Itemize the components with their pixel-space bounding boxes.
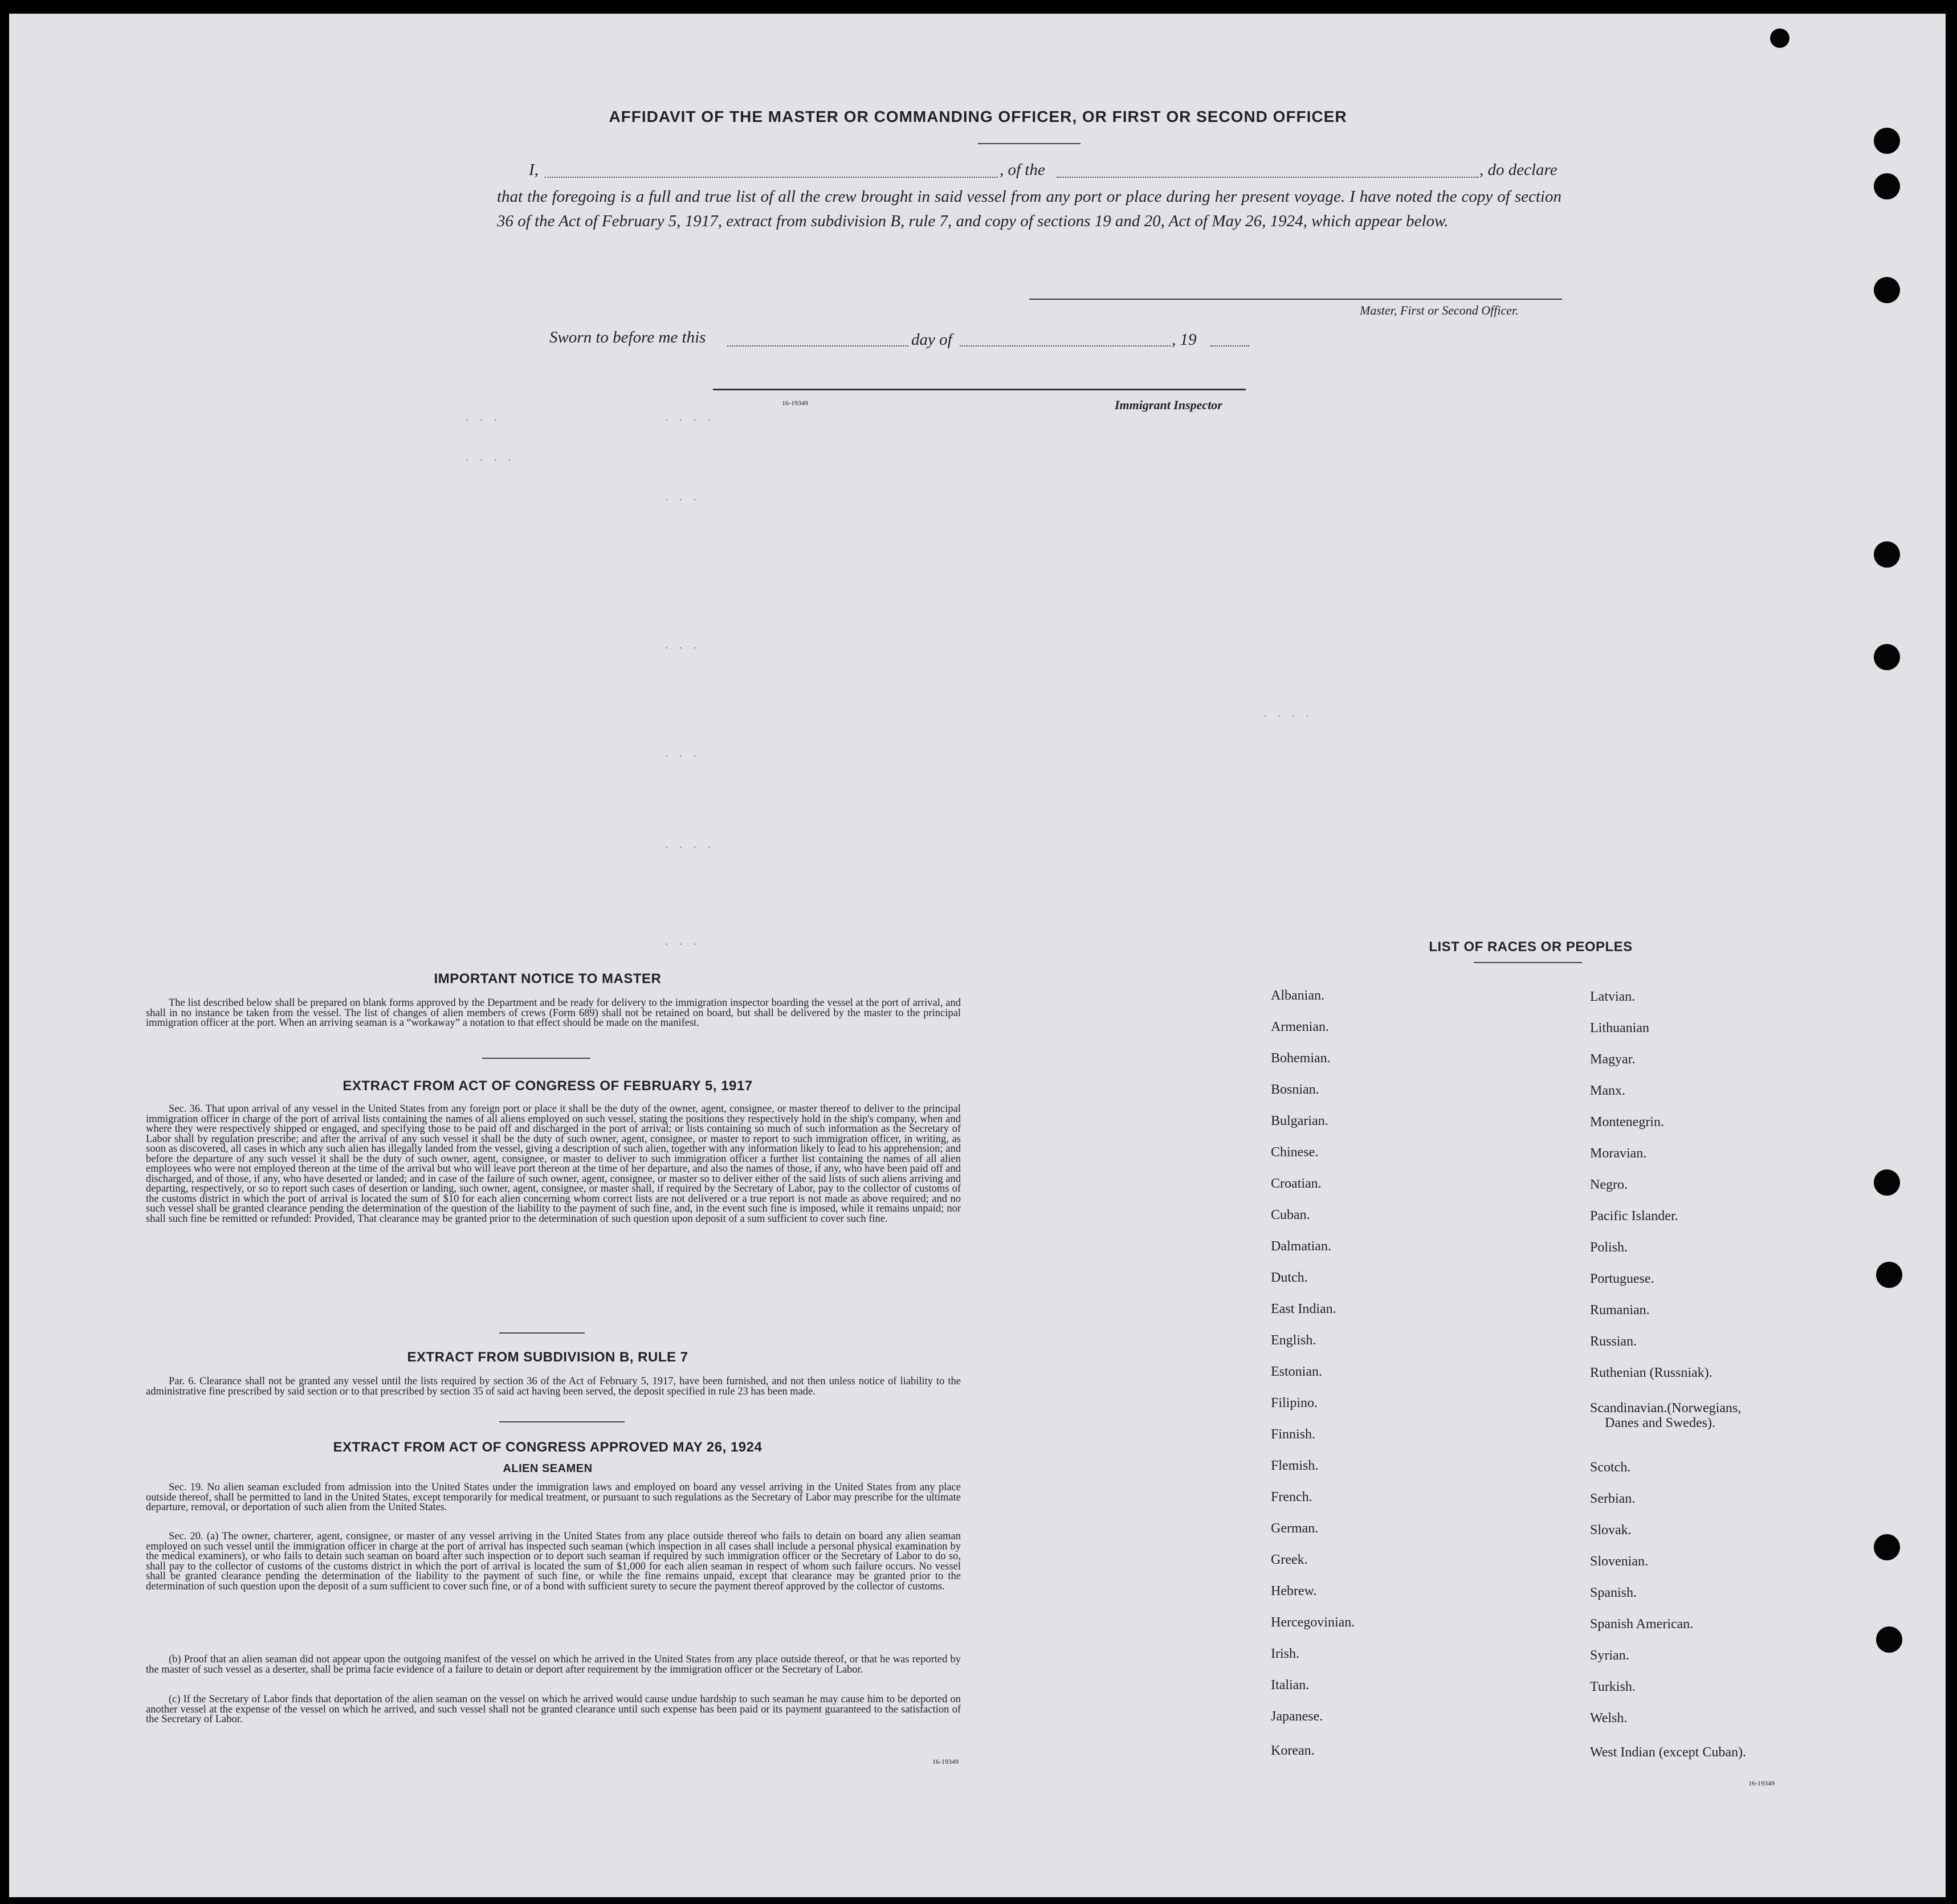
punch-hole [1874,541,1900,568]
race-item: Scotch. [1590,1460,1631,1475]
race-item: Finnish. [1271,1427,1316,1442]
sec-20a-text: Sec. 20. (a) The owner, charterer, agent, consignee, or master of any vessel arriving in the United States from any place outside thereof who fails to detain on board any alien seaman employed on such vessel until the immigration officer in charge at the port of arrival has inspected such seaman (which inspection in all cases shall include a personal physical examination by the medical examiners), or who fails to detain such seaman on board after such inspection or to deport such seaman if required by such immigration officer or the Secretary of Labor to do so, shall pay to the collector of customs of the customs district in which the port of arrival is located the sum of $1,000 for each alien seaman in respect of whom such failure occurs. No vessel shall be granted clearance pending the determination of the liability to the payment of such fine, or while the fine remains unpaid, except that clearance may be granted prior to the determination of such question upon the deposit of a sum sufficient to cover such fine, or of a bond with sufficient surety to secure the payment thereof approved by the collector of customs. [146,1531,961,1592]
master-signature-label: Master, First or Second Officer. [1360,303,1519,317]
race-item: West Indian (except Cuban). [1590,1745,1746,1760]
bleed-through-mark: · · · [664,641,700,655]
punch-hole [1874,277,1900,303]
race-item: Flemish. [1271,1458,1319,1473]
extract-rule7-title: EXTRACT FROM SUBDIVISION B, RULE 7 [407,1349,688,1365]
race-item: Albanian. [1271,988,1324,1003]
sec-19-text: Sec. 19. No alien seaman excluded from admission into the United States under the immigration laws and employed on board any vessel arriving in the United States from any place outside thereof, shall be permitted to land in the United States, except temporarily for medical treatment, or pursuant to such regulations as the Secretary of Labor may prescribe for the ultimate departure, removal, or deportation of such alien from the United States. [146,1482,961,1513]
bleed-through-mark: · · · [664,492,700,507]
section-rule [499,1421,625,1422]
race-item: Welsh. [1590,1711,1628,1726]
race-item: Dalmatian. [1271,1239,1331,1254]
form-number: 16-19349 [782,399,808,407]
race-item: Dutch. [1271,1270,1308,1285]
race-item: English. [1271,1333,1316,1348]
sworn-day-blank [727,345,908,346]
race-item: Scandinavian.(Norwegians, [1590,1401,1742,1416]
section-rule [499,1332,585,1334]
inspector-label: Immigrant Inspector [1115,398,1222,412]
sec-20c-text: (c) If the Secretary of Labor finds that deportation of the alien seaman on the vessel on which he arrived would cause undue hardship to such seaman he may cause him to be deported on another vessel at the expense of the vessel on which he arrived, and such vessel shall not be granted clearance until such expense has been paid or its payment guaranteed to the satisfaction of the Secretary of Labor. [146,1694,961,1725]
race-item: Negro. [1590,1177,1628,1192]
bleed-through-mark: · · · · [465,452,515,467]
bleed-through-mark: · · · · [664,413,715,427]
race-item: Danes and Swedes). [1605,1416,1715,1430]
race-item: Portuguese. [1590,1271,1654,1286]
race-item: Cuban. [1271,1208,1310,1222]
race-item: Manx. [1590,1083,1625,1098]
vessel-blank [1057,177,1478,178]
declaration-i: I, [529,161,539,179]
race-item: Lithuanian [1590,1021,1649,1035]
bleed-through-mark: · · · · [1263,709,1313,723]
race-item: East Indian. [1271,1302,1336,1316]
race-item: Croatian. [1271,1176,1322,1191]
race-item: Ruthenian (Russniak). [1590,1365,1713,1380]
race-item: Serbian. [1590,1491,1636,1506]
punch-hole [1876,1262,1902,1288]
punch-hole [1874,1169,1900,1196]
race-item: Chinese. [1271,1145,1319,1160]
notice-title: IMPORTANT NOTICE TO MASTER [434,971,662,986]
punch-hole [1874,644,1900,670]
punch-hole [1770,28,1789,48]
form-number: 16-19349 [1748,1779,1775,1787]
bleed-through-mark: · · · · [664,840,715,854]
race-item: Magyar. [1590,1052,1636,1067]
name-blank [545,177,998,178]
race-item: Italian. [1271,1678,1310,1693]
races-title: LIST OF RACES OR PEOPLES [1429,939,1633,955]
race-item: Greek. [1271,1552,1308,1567]
punch-hole [1876,1626,1902,1653]
race-item: Turkish. [1590,1679,1636,1694]
bleed-through-mark: · · · [664,749,700,763]
master-signature-line [1029,299,1562,300]
title-rule [978,143,1081,144]
section-rule [1474,962,1582,963]
race-item: Bulgarian. [1271,1114,1328,1128]
section-rule [482,1058,590,1059]
race-item: Bosnian. [1271,1082,1319,1097]
race-item: Slovenian. [1590,1554,1648,1569]
extract-1924-subtitle: ALIEN SEAMEN [503,1462,593,1475]
punch-hole [1874,173,1900,199]
extract-rule7-text: Par. 6. Clearance shall not be granted any vessel until the lists required by section 36 of the Act of February 5, 1917, have been furnished, and not then unless notice of liability to the administrative fine prescribed by said section or to that prescribed by section 35 of said act having been served, the deposit specified in rule 23 has been made. [146,1376,961,1397]
bleed-through-mark: · · · [465,413,501,427]
punch-hole [1874,1534,1900,1560]
sworn-year-blank [1210,345,1249,346]
form-number: 16-19349 [932,1758,959,1766]
declaration-of-the: , of the [1000,161,1045,179]
declaration-do-declare: , do declare [1479,161,1558,179]
race-item: French. [1271,1490,1312,1505]
race-item: Korean. [1271,1743,1315,1758]
notice-text: The list described below shall be prepared on blank forms approved by the Department and be ready for delivery to the immigration inspector boarding the vessel at the port of arrival, and shall in no instance be taken from the vessel. The list of changes of alien members of crews (Form 689) shall not be retained on board, but shall be delivered by the master to the principal immigration officer at the port. When an arriving seaman is a “workaway” a notation to that effect should be made on the manifest. [146,997,961,1029]
race-item: Spanish American. [1590,1617,1694,1632]
race-item: Japanese. [1271,1709,1323,1724]
race-item: Hercegovinian. [1271,1615,1355,1630]
race-item: Slovak. [1590,1523,1632,1538]
race-item: Armenian. [1271,1020,1329,1034]
race-item: Spanish. [1590,1585,1637,1600]
race-item: Pacific Islander. [1590,1209,1678,1224]
sworn-label: Sworn to before me this [549,328,706,346]
year-label: , 19 [1172,331,1197,349]
extract-1917-title: EXTRACT FROM ACT OF CONGRESS OF FEBRUARY 5, 1917 [343,1078,753,1094]
race-item: Hebrew. [1271,1584,1317,1599]
sec-20b-text: (b) Proof that an alien seaman did not appear upon the outgoing manifest of the vessel on which he arrived in the United States from any place outside thereof, or that he was reported by the master of such vessel as a deserter, shall be prima facie evidence of a failure to detain or deport after requirement by the immigration officer or the Secretary of Labor. [146,1654,961,1675]
document-page [9,14,1946,1897]
race-item: Syrian. [1590,1648,1629,1663]
day-of-label: day of [911,331,952,349]
affidavit-title: AFFIDAVIT OF THE MASTER OR COMMANDING OFFICER, OR FIRST OR SECOND OFFICER [609,108,1347,125]
race-item: Moravian. [1590,1146,1647,1161]
race-item: Montenegrin. [1590,1115,1664,1130]
punch-hole [1874,128,1900,154]
race-item: Polish. [1590,1240,1628,1255]
race-item: German. [1271,1521,1319,1536]
inspector-signature-line [713,389,1246,390]
race-item: Estonian. [1271,1364,1322,1379]
bleed-through-mark: · · · [664,937,700,951]
extract-1924-title: EXTRACT FROM ACT OF CONGRESS APPROVED MAY 26, 1924 [333,1440,763,1455]
declaration-body: that the foregoing is a full and true list of all the crew brought in said vessel from any port or place during her present voyage. I have noted the copy of section 36 of the Act of February 5, 1917, extract from subdivision B, rule 7, and copy of sections 19 and 20, Act of May 26, 1924, which appear below. [497,187,1561,230]
race-item: Rumanian. [1590,1303,1650,1318]
race-item: Latvian. [1590,989,1636,1004]
race-item: Filipino. [1271,1396,1318,1410]
race-item: Irish. [1271,1646,1299,1661]
sworn-month-blank [960,345,1171,346]
race-item: Bohemian. [1271,1051,1331,1066]
extract-1917-text: Sec. 36. That upon arrival of any vessel in the United States from any foreign port or place it shall be the duty of the owner, agent, consignee, or master thereof to deliver to the principal immigration officer in charge of the port of arrival lists containing the names of all aliens employed on such vessel, stating the positions they respectively hold in the ship's company, when and where they were respectively shipped or engaged, and specifying those to be paid off and discharged in the port of arrival; or lists containing so much of such information as the Secretary of Labor shall by regulation prescribe; and after the arrival of any such vessel it shall be the duty of such owner, agent, consignee, or master to report to such immigration officer, in writing, as soon as discovered, all cases in which any such alien has illegally landed from the vessel, giving a description of such alien, together with any information likely to lead to his apprehension; and before the departure of any such vessel it shall be the duty of such owner, agent, consignee, or master to deliver to such immigration officer a further list containing the names of all alien employees who were not employed thereon at the time of the arrival but who will leave port thereon at the time of her departure, and also the names of those, if any, who have been paid off and discharged, and of those, if any, who have deserted or landed; and in case of the failure of such owner, agent, consignee, or master so to deliver either of the said lists of such aliens arriving and departing, respectively, or so to report such cases of desertion or landing, such owner, agent, consignee, or master shall, if required by the Secretary of Labor, pay to the collector of customs of the customs district in which the port of arrival is located the sum of $10 for each alien concerning whom correct lists are not delivered or a true report is not made as above required; and no such vessel shall be granted clearance pending the determination of the question of the liability to the payment of such fine, and, in the event such fine is imposed, while it remains unpaid; nor shall such fine be remitted or refunded: Provided, That clearance may be granted prior to the determination of such question upon deposit of a sum sufficient to cover such fine. [146,1103,961,1225]
race-item: Russian. [1590,1334,1637,1349]
